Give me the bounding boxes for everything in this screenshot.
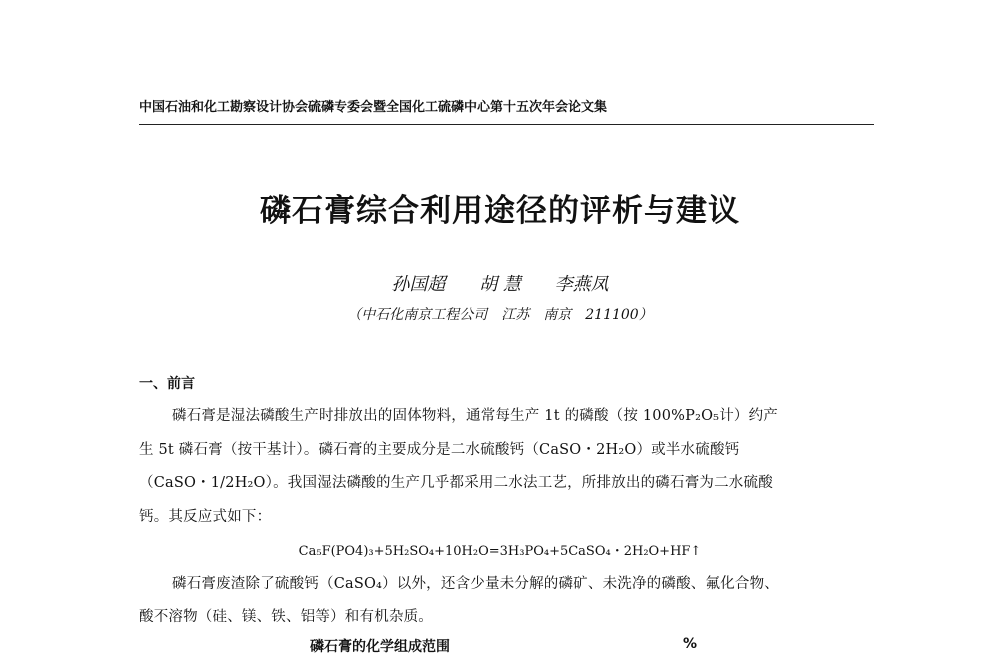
running-header: 中国石油和化工勘察设计协会硫磷专委会暨全国化工硫磷中心第十五次年会论文集 bbox=[139, 100, 608, 115]
paragraph-line: （CaSO・1/2H₂O）。我国湿法磷酸的生产几乎都采用二水法工艺，所排放出的磷石膏为二水硫酸 bbox=[139, 475, 773, 491]
author-name: 胡 慧 bbox=[479, 274, 521, 295]
author-list bbox=[0, 270, 1000, 296]
table-unit: % bbox=[683, 636, 698, 652]
author-name: 孙国超 bbox=[391, 274, 446, 295]
paragraph-line: 酸不溶物（硅、镁、铁、铝等）和有机杂质。 bbox=[139, 609, 433, 625]
paragraph-line: 生 5t 磷石膏（按干基计）。磷石膏的主要成分是二水硫酸钙（CaSO・2H₂O）或半水硫酸钙 bbox=[139, 442, 740, 458]
article-title: 磷石膏综合利用途径的评析与建议 bbox=[260, 193, 740, 229]
table-caption: 磷石膏的化学组成范围 bbox=[310, 639, 450, 655]
section-heading: 一、前言 bbox=[139, 376, 195, 392]
author-name: 李燕凤 bbox=[554, 274, 609, 295]
affiliation: （中石化南京工程公司 江苏 南京 211100） bbox=[347, 307, 653, 323]
paragraph-line: 磷石膏废渣除了硫酸钙（CaSO₄）以外，还含少量未分解的磷矿、未洗净的磷酸、氟化合物、 bbox=[172, 576, 779, 592]
paragraph-line: 钙。其反应式如下： bbox=[139, 509, 272, 525]
header-rule bbox=[139, 124, 874, 125]
reaction-formula: Ca₅F(PO4)₃+5H₂SO₄+10H₂O=3H₃PO₄+5CaSO₄・2H₂O+HF↑ bbox=[298, 544, 702, 559]
paragraph-line: 磷石膏是湿法磷酸生产时排放出的固体物料，通常每生产 1t 的磷酸（按 100%P₂O₅计）约产 bbox=[172, 408, 778, 424]
